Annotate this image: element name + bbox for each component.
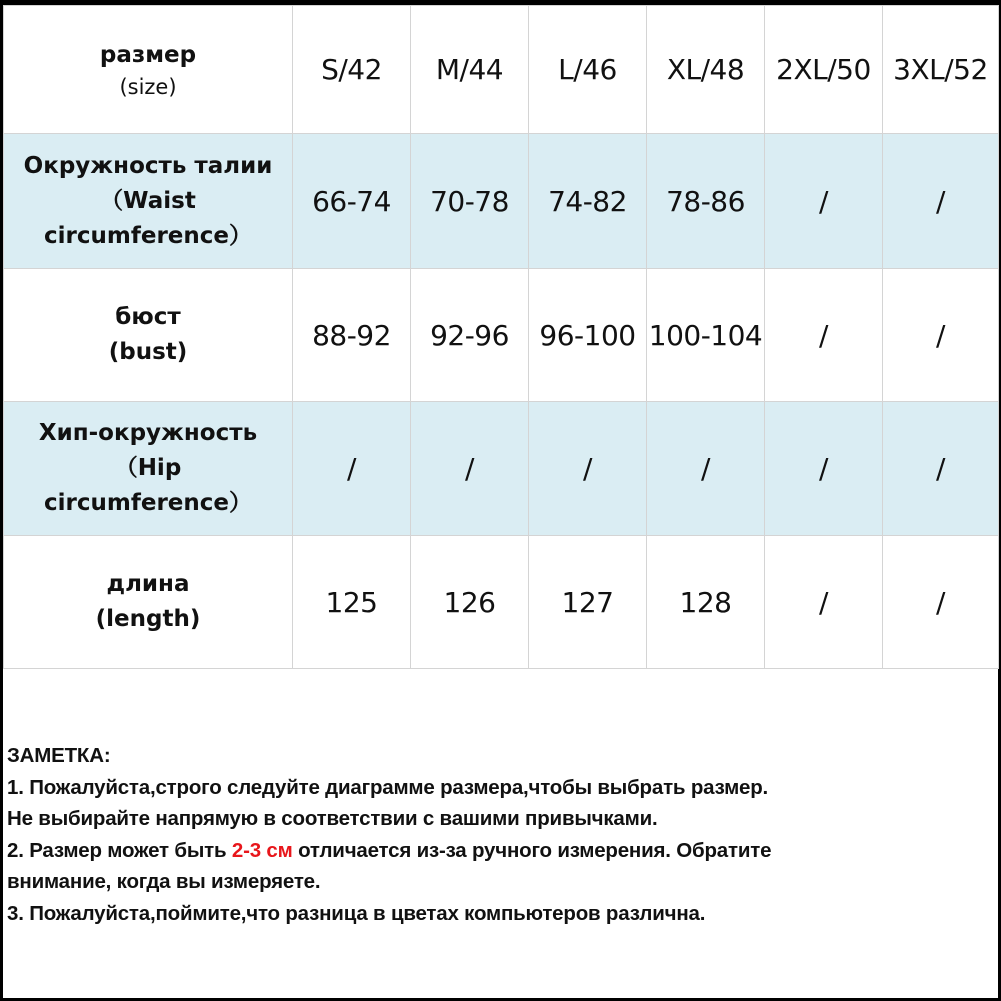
table-cell: 127: [529, 536, 647, 669]
row-label-line: (length): [95, 606, 201, 632]
row-label-line: (bust): [108, 339, 188, 365]
table-cell: 88-92: [293, 269, 411, 402]
note-line: 3. Пожалуйста,поймите,что разница в цветах компьютеров различна.: [7, 901, 706, 925]
size-col-header: 2XL/50: [765, 6, 883, 134]
table-cell: 66-74: [293, 134, 411, 269]
table-cell: 126: [411, 536, 529, 669]
size-col-header: M/44: [411, 6, 529, 134]
table-cell: 78-86: [647, 134, 765, 269]
row-label: [4, 269, 293, 402]
table-cell: 70-78: [411, 134, 529, 269]
table-cell: /: [883, 536, 999, 669]
table-cell: /: [647, 402, 765, 536]
table-cell: /: [765, 269, 883, 402]
table-cell: /: [293, 402, 411, 536]
table-row-length: [4, 536, 999, 669]
row-label-line: бюст: [115, 304, 181, 330]
row-label-line: Хип-окружность: [38, 420, 258, 446]
size-chart: [3, 5, 998, 998]
table-cell: /: [529, 402, 647, 536]
size-col-header: L/46: [529, 6, 647, 134]
row-label-line: （Hip: [114, 455, 182, 481]
table-row-waist: [4, 134, 999, 269]
size-col-header: 3XL/52: [883, 6, 999, 134]
table-cell: /: [765, 402, 883, 536]
note-highlight: 2-3 см: [231, 838, 293, 862]
table-cell: 96-100: [529, 269, 647, 402]
table-cell: /: [411, 402, 529, 536]
table-cell: 100-104: [647, 269, 765, 402]
row-label-line: длина: [106, 571, 190, 597]
table-cell: /: [883, 134, 999, 269]
size-header-sublabel: (size): [119, 75, 177, 99]
table-cell: /: [883, 402, 999, 536]
note-line: 1. Пожалуйста,строго следуйте диаграмме размера,чтобы выбрать размер.: [7, 775, 769, 799]
note-line: [7, 835, 771, 867]
size-col-header: XL/48: [647, 6, 765, 134]
notes-section: [7, 740, 771, 930]
note-line: Не выбирайте напрямую в соответствии с вашими привычками.: [7, 807, 658, 831]
header-row: [4, 6, 999, 134]
note-line: внимание, когда вы измеряете.: [7, 870, 321, 894]
table-cell: 92-96: [411, 269, 529, 402]
table-cell: /: [765, 536, 883, 669]
table-cell: 125: [293, 536, 411, 669]
table-cell: /: [883, 269, 999, 402]
size-table: [3, 5, 999, 669]
notes-title: ЗАМЕТКА:: [7, 744, 111, 767]
table-cell: /: [765, 134, 883, 269]
row-label-line: Окружность талии: [23, 152, 273, 179]
size-col-header: S/42: [293, 6, 411, 134]
size-header-cell: [4, 6, 293, 134]
size-header-label: размер: [99, 42, 197, 68]
table-row-bust: [4, 269, 999, 402]
row-label: [4, 536, 293, 669]
row-label: [4, 402, 293, 536]
row-label: [4, 134, 293, 269]
note-text: отличается из-за ручного измерения. Обратите: [292, 838, 772, 862]
table-cell: 128: [647, 536, 765, 669]
table-row-hip: [4, 402, 999, 536]
table-cell: 74-82: [529, 134, 647, 269]
note-text: 2. Размер может быть: [7, 838, 232, 862]
row-label-line: circumference）: [44, 222, 252, 249]
row-label-line: （Waist: [100, 187, 196, 214]
row-label-line: circumference）: [44, 490, 252, 516]
